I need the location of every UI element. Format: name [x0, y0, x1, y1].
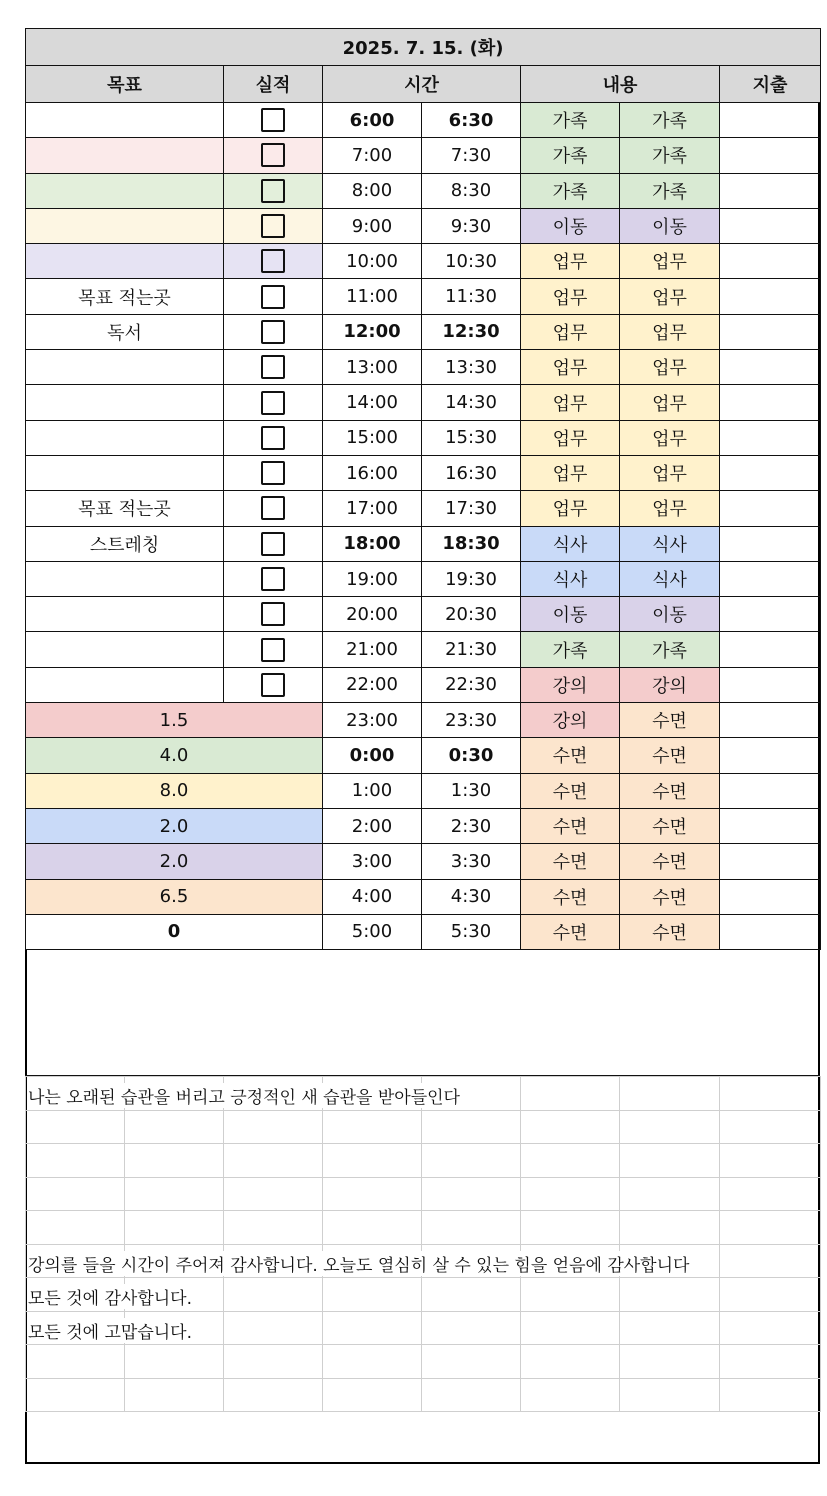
content-cell[interactable]: 업무	[521, 314, 620, 349]
content-cell[interactable]: 가족	[521, 103, 620, 138]
checkbox[interactable]	[261, 567, 285, 591]
time-half: 17:30	[422, 491, 521, 526]
expense-cell[interactable]	[720, 491, 821, 526]
time-half: 19:30	[422, 561, 521, 596]
done-checkbox-cell[interactable]	[224, 244, 323, 279]
schedule-row	[26, 103, 821, 138]
schedule-row	[26, 208, 821, 243]
schedule-row	[26, 455, 821, 490]
time-start: 22:00	[323, 667, 422, 702]
content-cell[interactable]: 수면	[620, 808, 720, 843]
time-half: 21:30	[422, 632, 521, 667]
content-cell[interactable]: 가족	[620, 173, 720, 208]
time-half: 10:30	[422, 244, 521, 279]
time-half: 15:30	[422, 420, 521, 455]
expense-cell[interactable]	[720, 844, 821, 879]
checkbox[interactable]	[261, 179, 285, 203]
content-cell[interactable]: 업무	[521, 350, 620, 385]
checkbox[interactable]	[261, 426, 285, 450]
summary-row	[26, 738, 821, 773]
spacer-row	[25, 1039, 820, 1076]
time-start: 19:00	[323, 561, 422, 596]
affirmation-text: 나는 오래된 습관을 버리고 긍정적인 새 습관을 받아들인다	[28, 1083, 462, 1108]
date-header: 2025. 7. 15. (화)	[26, 29, 821, 66]
time-start: 17:00	[323, 491, 422, 526]
content-cell[interactable]: 강의	[521, 703, 620, 738]
checkbox[interactable]	[261, 532, 285, 556]
time-start: 12:00	[323, 314, 422, 349]
gratitude-text-1: 강의를 들을 시간이 주어져 감사합니다. 오늘도 열심히 살 수 있는 힘을 얻음에 감사합니다	[28, 1251, 691, 1276]
checkbox[interactable]	[261, 320, 285, 344]
content-cell[interactable]: 업무	[521, 455, 620, 490]
content-cell[interactable]: 수면	[521, 738, 620, 773]
time-half: 14:30	[422, 385, 521, 420]
expense-cell[interactable]	[720, 385, 821, 420]
checkbox[interactable]	[261, 496, 285, 520]
done-checkbox-cell[interactable]	[224, 279, 323, 314]
content-cell[interactable]: 수면	[620, 844, 720, 879]
time-half: 23:30	[422, 703, 521, 738]
time-start: 11:00	[323, 279, 422, 314]
expense-cell[interactable]	[720, 808, 821, 843]
content-cell[interactable]: 수면	[521, 808, 620, 843]
goal-cell[interactable]	[26, 138, 224, 173]
summary-value: 6.5	[26, 879, 323, 914]
content-cell[interactable]: 수면	[620, 773, 720, 808]
time-start: 8:00	[323, 173, 422, 208]
time-half: 3:30	[422, 844, 521, 879]
done-checkbox-cell[interactable]	[224, 173, 323, 208]
content-cell[interactable]: 이동	[620, 208, 720, 243]
summary-row	[26, 703, 821, 738]
time-half: 4:30	[422, 879, 521, 914]
time-half: 8:30	[422, 173, 521, 208]
goal-cell[interactable]	[26, 244, 224, 279]
summary-value: 8.0	[26, 773, 323, 808]
schedule-row	[26, 314, 821, 349]
checkbox[interactable]	[261, 355, 285, 379]
time-start: 15:00	[323, 420, 422, 455]
checkbox[interactable]	[261, 638, 285, 662]
checkbox[interactable]	[261, 285, 285, 309]
summary-value: 4.0	[26, 738, 323, 773]
time-half: 1:30	[422, 773, 521, 808]
content-cell[interactable]: 가족	[620, 103, 720, 138]
time-start: 9:00	[323, 208, 422, 243]
done-checkbox-cell[interactable]	[224, 420, 323, 455]
content-cell[interactable]: 강의	[521, 667, 620, 702]
time-start: 14:00	[323, 385, 422, 420]
expense-cell[interactable]	[720, 420, 821, 455]
goal-cell[interactable]	[26, 597, 224, 632]
content-cell[interactable]: 식사	[620, 561, 720, 596]
schedule-row	[26, 561, 821, 596]
goal-cell[interactable]: 스트레칭	[26, 526, 224, 561]
gratitude-cell-2	[26, 1278, 193, 1312]
schedule-row	[26, 526, 821, 561]
time-half: 20:30	[422, 597, 521, 632]
expense-cell[interactable]	[720, 244, 821, 279]
schedule-row	[26, 597, 821, 632]
content-cell[interactable]: 수면	[620, 703, 720, 738]
time-half: 7:30	[422, 138, 521, 173]
checkbox[interactable]	[261, 214, 285, 238]
time-start: 21:00	[323, 632, 422, 667]
content-cell[interactable]: 식사	[521, 526, 620, 561]
goal-cell[interactable]	[26, 632, 224, 667]
content-cell[interactable]: 수면	[620, 914, 720, 949]
checkbox[interactable]	[261, 249, 285, 273]
goal-cell[interactable]: 목표 적는곳	[26, 491, 224, 526]
done-checkbox-cell[interactable]	[224, 455, 323, 490]
content-cell[interactable]: 이동	[620, 597, 720, 632]
time-half: 18:30	[422, 526, 521, 561]
done-checkbox-cell[interactable]	[224, 491, 323, 526]
summary-row	[26, 914, 821, 949]
done-checkbox-cell[interactable]	[224, 208, 323, 243]
done-checkbox-cell[interactable]	[224, 314, 323, 349]
time-half: 9:30	[422, 208, 521, 243]
content-cell[interactable]: 식사	[521, 561, 620, 596]
expense-cell[interactable]	[720, 773, 821, 808]
notes-table	[25, 1076, 821, 1412]
goal-cell[interactable]	[26, 350, 224, 385]
checkbox[interactable]	[261, 391, 285, 415]
expense-cell[interactable]	[720, 208, 821, 243]
content-cell[interactable]: 수면	[620, 879, 720, 914]
schedule-row	[26, 632, 821, 667]
expense-cell[interactable]	[720, 738, 821, 773]
content-cell[interactable]: 강의	[620, 667, 720, 702]
schedule-row	[26, 244, 821, 279]
expense-cell[interactable]	[720, 632, 821, 667]
content-cell[interactable]: 업무	[521, 279, 620, 314]
time-start: 1:00	[323, 773, 422, 808]
content-cell[interactable]: 업무	[620, 244, 720, 279]
content-cell[interactable]: 가족	[620, 632, 720, 667]
gratitude-text-2: 모든 것에 감사합니다.	[28, 1284, 194, 1309]
content-cell[interactable]: 업무	[521, 244, 620, 279]
done-checkbox-cell[interactable]	[224, 597, 323, 632]
expense-cell[interactable]	[720, 597, 821, 632]
daily-planner-table	[25, 28, 821, 950]
schedule-row	[26, 279, 821, 314]
time-start: 13:00	[323, 350, 422, 385]
time-start: 5:00	[323, 914, 422, 949]
time-half: 22:30	[422, 667, 521, 702]
checkbox[interactable]	[261, 108, 285, 132]
goal-cell[interactable]	[26, 561, 224, 596]
goal-cell[interactable]	[26, 385, 224, 420]
schedule-row	[26, 385, 821, 420]
goal-cell[interactable]	[26, 455, 224, 490]
done-checkbox-cell[interactable]	[224, 385, 323, 420]
summary-row	[26, 808, 821, 843]
content-cell[interactable]: 식사	[620, 526, 720, 561]
expense-cell[interactable]	[720, 279, 821, 314]
schedule-row	[26, 138, 821, 173]
expense-cell[interactable]	[720, 173, 821, 208]
time-start: 23:00	[323, 703, 422, 738]
content-cell[interactable]: 업무	[521, 491, 620, 526]
time-start: 18:00	[323, 526, 422, 561]
time-half: 11:30	[422, 279, 521, 314]
content-cell[interactable]: 업무	[620, 491, 720, 526]
content-cell[interactable]: 업무	[620, 420, 720, 455]
affirmation-cell	[26, 1077, 460, 1111]
time-half: 12:30	[422, 314, 521, 349]
expense-cell[interactable]	[720, 561, 821, 596]
expense-cell[interactable]	[720, 138, 821, 173]
goal-cell[interactable]: 독서	[26, 314, 224, 349]
expense-cell[interactable]	[720, 667, 821, 702]
summary-value: 1.5	[26, 703, 323, 738]
content-cell[interactable]: 이동	[521, 597, 620, 632]
summary-value: 0	[26, 914, 323, 949]
schedule-row	[26, 420, 821, 455]
gratitude-cell-3	[26, 1311, 193, 1345]
content-cell[interactable]: 업무	[620, 350, 720, 385]
time-start: 7:00	[323, 138, 422, 173]
gratitude-cell-1	[26, 1244, 690, 1278]
expense-cell[interactable]	[720, 314, 821, 349]
goal-cell[interactable]: 목표 적는곳	[26, 279, 224, 314]
checkbox[interactable]	[261, 602, 285, 626]
time-start: 3:00	[323, 844, 422, 879]
schedule-row	[26, 667, 821, 702]
expense-cell[interactable]	[720, 879, 821, 914]
time-half: 16:30	[422, 455, 521, 490]
expense-cell[interactable]	[720, 350, 821, 385]
summary-row	[26, 844, 821, 879]
content-cell[interactable]: 수면	[521, 773, 620, 808]
done-checkbox-cell[interactable]	[224, 632, 323, 667]
time-start: 2:00	[323, 808, 422, 843]
content-cell[interactable]: 가족	[521, 138, 620, 173]
time-half: 2:30	[422, 808, 521, 843]
time-start: 6:00	[323, 103, 422, 138]
summary-row	[26, 773, 821, 808]
time-half: 13:30	[422, 350, 521, 385]
goal-cell[interactable]	[26, 173, 224, 208]
goal-cell[interactable]	[26, 667, 224, 702]
time-start: 20:00	[323, 597, 422, 632]
schedule-row	[26, 173, 821, 208]
checkbox[interactable]	[261, 673, 285, 697]
checkbox[interactable]	[261, 143, 285, 167]
checkbox[interactable]	[261, 461, 285, 485]
header-content: 내용	[521, 66, 720, 103]
expense-cell[interactable]	[720, 914, 821, 949]
done-checkbox-cell[interactable]	[224, 350, 323, 385]
content-cell[interactable]: 업무	[620, 455, 720, 490]
time-start: 16:00	[323, 455, 422, 490]
done-checkbox-cell[interactable]	[224, 138, 323, 173]
expense-cell[interactable]	[720, 455, 821, 490]
content-cell[interactable]: 수면	[521, 914, 620, 949]
content-cell[interactable]: 이동	[521, 208, 620, 243]
summary-row	[26, 879, 821, 914]
goal-cell[interactable]	[26, 420, 224, 455]
time-half: 0:30	[422, 738, 521, 773]
content-cell[interactable]: 업무	[521, 420, 620, 455]
done-checkbox-cell[interactable]	[224, 561, 323, 596]
time-start: 0:00	[323, 738, 422, 773]
time-half: 6:30	[422, 103, 521, 138]
content-cell[interactable]: 가족	[521, 632, 620, 667]
summary-value: 2.0	[26, 808, 323, 843]
expense-cell[interactable]	[720, 703, 821, 738]
time-start: 10:00	[323, 244, 422, 279]
gratitude-text-3: 모든 것에 고맙습니다.	[28, 1318, 194, 1343]
header-goal: 목표	[26, 66, 224, 103]
goal-cell[interactable]	[26, 103, 224, 138]
header-done: 실적	[224, 66, 323, 103]
schedule-row	[26, 350, 821, 385]
done-checkbox-cell[interactable]	[224, 667, 323, 702]
time-start: 4:00	[323, 879, 422, 914]
content-cell[interactable]: 수면	[521, 879, 620, 914]
content-cell[interactable]: 수면	[620, 738, 720, 773]
expense-cell[interactable]	[720, 103, 821, 138]
content-cell[interactable]: 업무	[620, 314, 720, 349]
summary-value: 2.0	[26, 844, 323, 879]
content-cell[interactable]: 가족	[620, 138, 720, 173]
header-expense: 지출	[720, 66, 821, 103]
expense-cell[interactable]	[720, 526, 821, 561]
time-half: 5:30	[422, 914, 521, 949]
content-cell[interactable]: 업무	[620, 279, 720, 314]
schedule-row	[26, 491, 821, 526]
content-cell[interactable]: 업무	[521, 385, 620, 420]
done-checkbox-cell[interactable]	[224, 526, 323, 561]
goal-cell[interactable]	[26, 208, 224, 243]
header-time: 시간	[323, 66, 521, 103]
content-cell[interactable]: 가족	[521, 173, 620, 208]
content-cell[interactable]: 업무	[620, 385, 720, 420]
done-checkbox-cell[interactable]	[224, 103, 323, 138]
content-cell[interactable]: 수면	[521, 844, 620, 879]
